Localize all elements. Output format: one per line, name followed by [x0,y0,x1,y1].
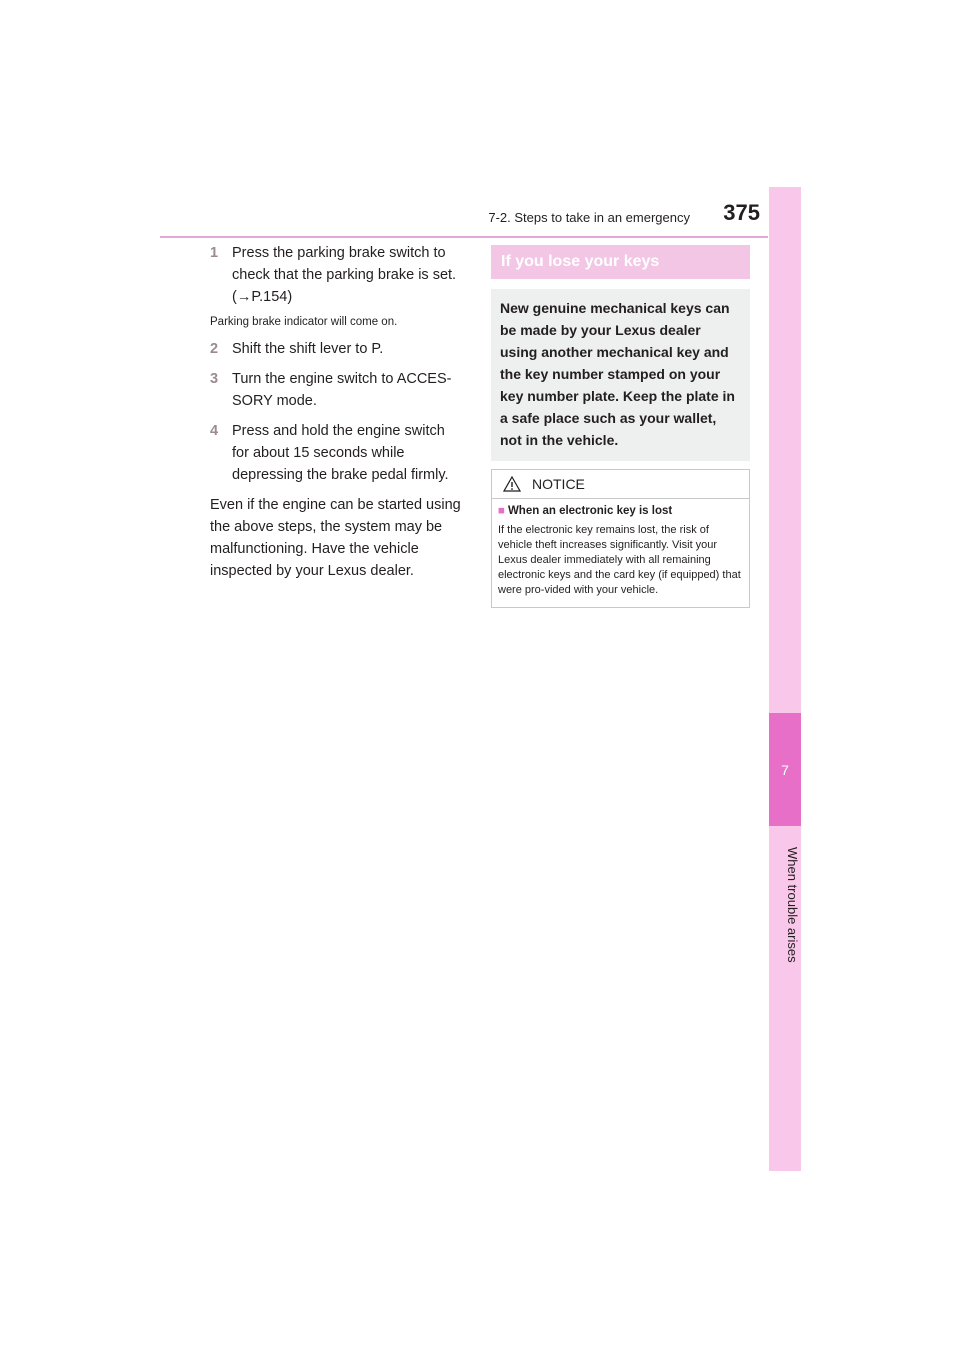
chapter-number: 7 [781,761,789,778]
section-title: 7-2. Steps to take in an emergency [488,210,690,225]
warning-triangle-icon [492,476,532,492]
step-number: 1 [210,245,219,261]
chapter-label: When trouble arises [785,847,800,963]
header-divider [160,236,768,238]
notice-title: NOTICE [532,476,585,492]
square-bullet-icon: ■ [498,505,505,517]
chapter-side-tab [769,187,801,1171]
step-text: Press and hold the engine switch for about 15 seconds while depressing the brake pedal firmly. [232,423,449,483]
notice-subheading-text: When an electronic key is lost [507,505,673,517]
step-number: 4 [210,423,219,439]
page-number: 375 [723,200,760,225]
step-text: Shift the shift lever to P. [232,341,384,357]
body-paragraph: Even if the engine can be started using the above steps, the system may be malfunctioning. Have the vehicle inspected by your Lexus dealer. [210,497,461,579]
lose-keys-info-box: New genuine mechanical keys can be made by your Lexus dealer using another mechanical key and the key number stamped on your key number plate. Keep the plate in a safe place such as your wallet, not in the vehicle. [491,289,750,461]
procedure-steps [210,242,465,582]
step-number: 2 [210,341,219,357]
step-note: Parking brake indicator will come on. [210,316,398,328]
notice-header [492,470,749,499]
right-column [491,245,750,608]
step-number: 3 [210,371,219,387]
notice-box [491,469,750,608]
notice-text: If the electronic key remains lost, the risk of vehicle theft increases significantly. Visit your Lexus dealer immediately with all remaining electronic keys and the card key (if equipped) that were pro-vided with your vehicle. [498,524,741,596]
notice-body [492,499,749,607]
notice-subheading [498,505,741,517]
step-text: Press the parking brake switch to check that the parking brake is set. (→P.154) [232,245,457,305]
lose-keys-heading: If you lose your keys [491,245,750,279]
step-1 [210,242,465,308]
step-2 [210,338,465,360]
step-3 [210,368,465,412]
chapter-number-tab [769,713,801,826]
step-text: Turn the engine switch to ACCES-SORY mode. [232,371,452,409]
step-4 [210,420,465,486]
